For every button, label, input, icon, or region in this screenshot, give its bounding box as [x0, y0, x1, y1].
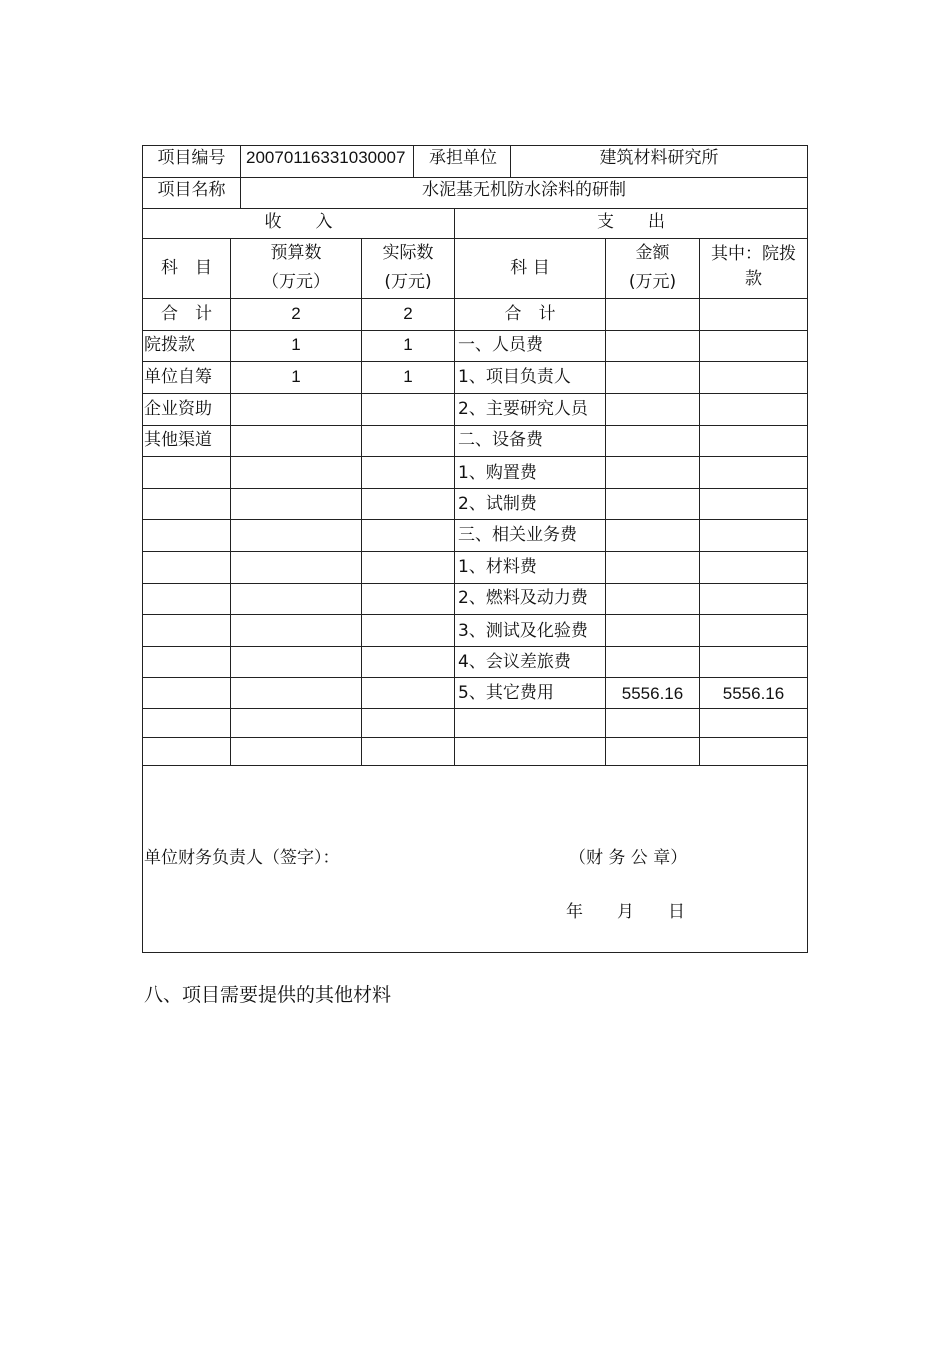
table-row: 一、人员费	[458, 335, 543, 355]
undertaker-label: 承担单位	[429, 148, 497, 168]
table-rule	[142, 425, 808, 426]
table-rule	[142, 677, 808, 678]
table-rule	[142, 298, 808, 299]
table-row: 二、设备费	[458, 430, 543, 450]
expense-col-amount-2: (万元)	[628, 272, 677, 292]
table-rule	[142, 145, 808, 146]
table-row: 其他渠道	[144, 430, 212, 450]
table-rule	[142, 765, 808, 766]
table-rule	[142, 551, 808, 552]
income-col-budget-2: （万元）	[262, 272, 330, 292]
table-row: 1、材料费	[458, 557, 537, 577]
table-row: 2、燃料及动力费	[458, 588, 588, 608]
table-rule	[142, 361, 808, 362]
table-cell: 2	[403, 304, 413, 323]
table-row: 3、测试及化验费	[458, 621, 588, 641]
expense-col-allocated-1: 其中：院拨	[711, 244, 796, 264]
table-cell: 5556.16	[621, 684, 684, 703]
table-row: 单位自筹	[144, 367, 212, 387]
section-title: 八、项目需要提供的其他材料	[144, 984, 392, 1006]
table-row: 企业资助	[144, 399, 212, 419]
table-rule	[807, 145, 808, 953]
income-col-budget-1: 预算数	[270, 243, 322, 263]
table-rule	[142, 456, 808, 457]
table-rule	[142, 208, 808, 209]
expense-col-amount-1: 金额	[635, 243, 670, 263]
table-rule	[142, 614, 808, 615]
table-rule	[413, 145, 414, 178]
table-cell: 2	[291, 304, 301, 323]
table-rule	[142, 488, 808, 489]
table-rule	[142, 646, 808, 647]
table-rule	[142, 519, 808, 520]
table-row: 三、相关业务费	[458, 525, 577, 545]
table-rule	[142, 238, 808, 239]
table-row: 合 计	[161, 304, 212, 324]
table-cell: 1	[291, 367, 301, 386]
table-rule	[142, 177, 808, 178]
table-rule	[240, 145, 241, 178]
table-rule	[142, 393, 808, 394]
table-rule	[142, 708, 808, 709]
income-title: 收 入	[264, 212, 333, 232]
table-rule	[142, 952, 808, 953]
expense-col-subject: 科 目	[510, 258, 550, 278]
table-row: 5、其它费用	[458, 683, 554, 703]
undertaker-value: 建筑材料研究所	[599, 148, 719, 168]
income-col-subject: 科 目	[161, 258, 212, 278]
finance-head-signature: 单位财务负责人（签字）：	[144, 848, 340, 868]
table-row: 1、项目负责人	[458, 367, 571, 387]
table-cell: 5556.16	[722, 684, 785, 703]
signature-date: 年 月 日	[566, 902, 685, 922]
project-name-label: 项目名称	[157, 180, 226, 200]
table-row: 2、主要研究人员	[458, 399, 588, 419]
table-row: 1、购置费	[458, 463, 537, 483]
income-col-actual-2: (万元)	[384, 272, 432, 292]
project-name-value: 水泥基无机防水涂料的研制	[422, 180, 626, 200]
table-row: 院拨款	[144, 335, 195, 355]
table-row: 合 计	[504, 304, 556, 324]
table-cell: 1	[291, 335, 301, 354]
project-no-value: 20070116331030007	[246, 148, 406, 167]
finance-seal: （财 务 公 章）	[569, 848, 688, 868]
income-col-actual-1: 实际数	[382, 243, 434, 263]
table-row: 4、会议差旅费	[458, 652, 571, 672]
table-row: 2、试制费	[458, 494, 537, 514]
table-cell: 1	[403, 335, 413, 354]
table-rule	[142, 737, 808, 738]
project-no-label: 项目编号	[157, 148, 226, 168]
expense-col-allocated-2: 款	[745, 269, 762, 289]
table-cell: 1	[403, 367, 413, 386]
table-rule	[142, 583, 808, 584]
table-rule	[142, 330, 808, 331]
expense-title: 支 出	[597, 212, 665, 232]
